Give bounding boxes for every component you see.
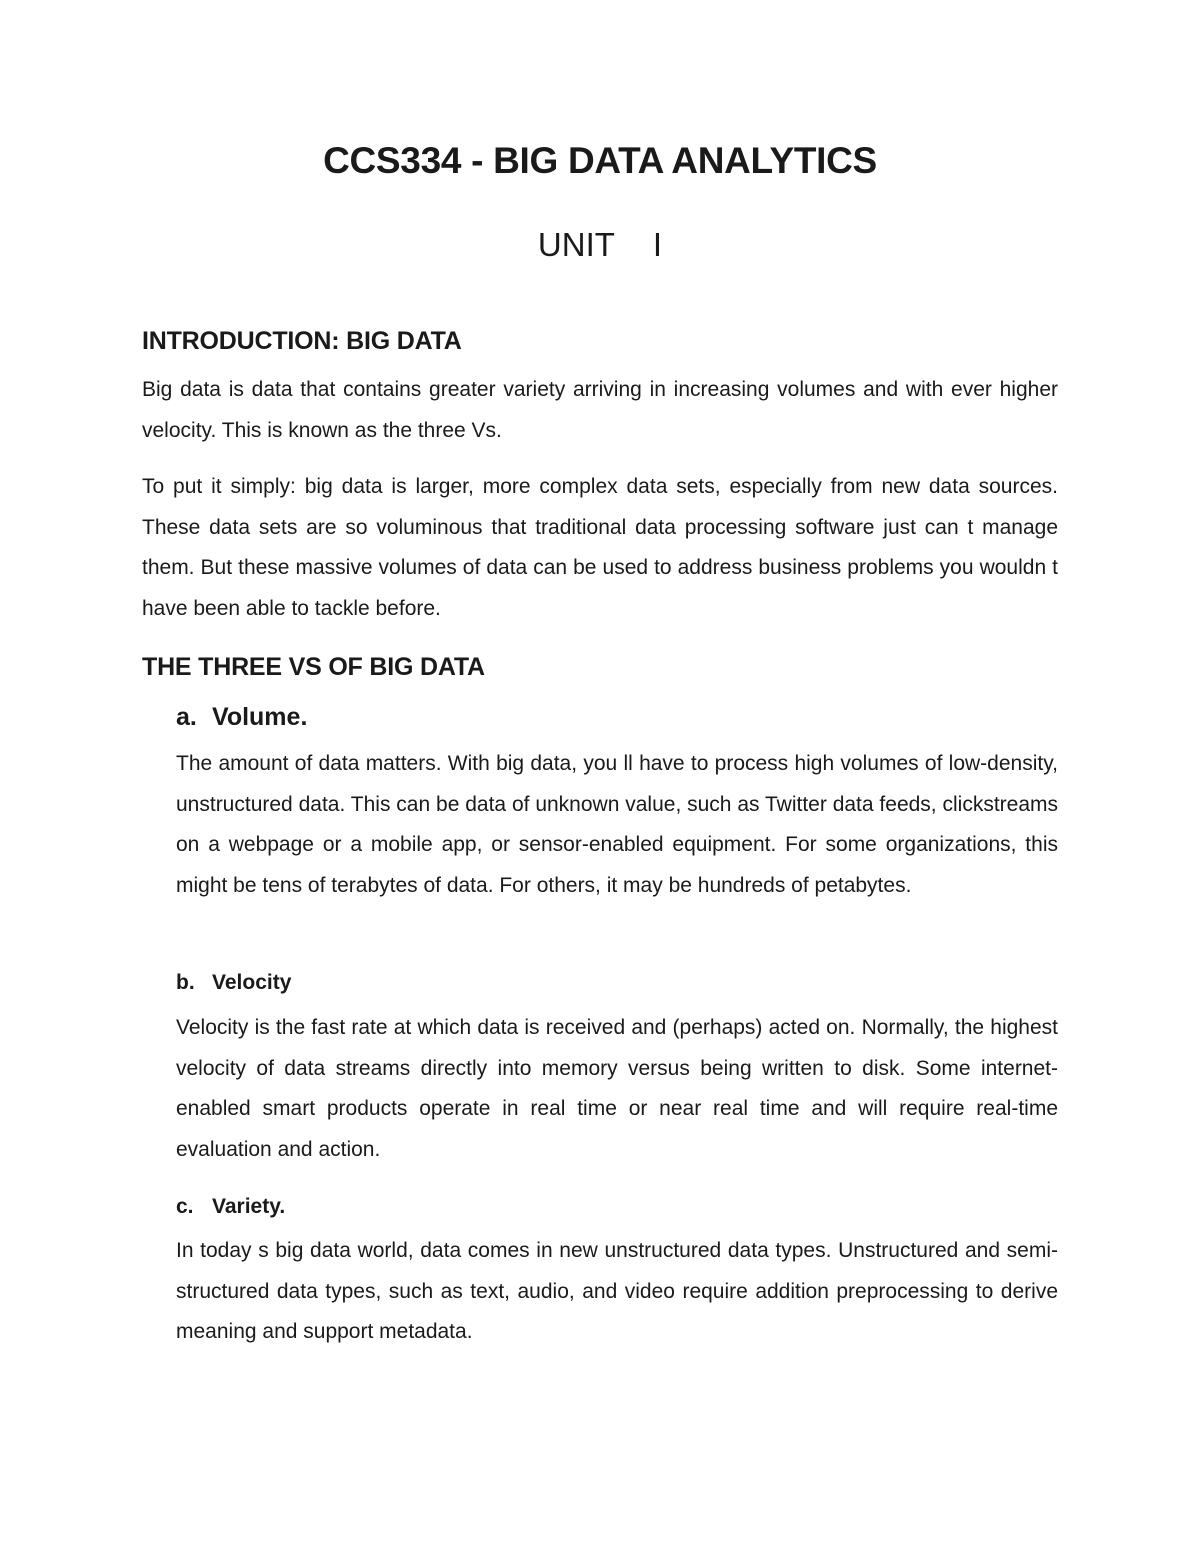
volume-paragraph: The amount of data matters. With big data, you ll have to process high volumes of low-density, unstructured data. This can be data of unknown value, such as Twitter data feeds, clickstreams on a webpage or a mobile app, or sensor-enabled equipment. For some organizations, this might be tens of terabytes of data. For others, it may be hundreds of petabytes. <box>176 752 1058 897</box>
velocity-paragraph: Velocity is the fast rate at which data is received and (perhaps) acted on. Normally, the highest velocity of data streams directly into memory versus being written to disk. Some internet-enabled smart products operate in real time or near real time and will require real-time evaluation and action. <box>176 1016 1058 1161</box>
unit-number: I <box>652 226 663 263</box>
unit-label: UNIT <box>537 226 615 263</box>
velocity-subheading <box>176 971 291 995</box>
volume-subheading <box>176 703 307 732</box>
document-title: CCS334 - BIG DATA ANALYTICS <box>323 140 877 181</box>
intro-heading: INTRODUCTION: BIG DATA <box>142 327 462 355</box>
variety-subheading <box>176 1195 285 1219</box>
velocity-label: Velocity <box>212 971 292 994</box>
variety-label: Variety. <box>212 1195 286 1218</box>
unit-heading <box>0 226 1200 264</box>
volume-marker: a. <box>176 703 197 731</box>
variety-marker: c. <box>176 1195 194 1218</box>
volume-label: Volume. <box>212 703 308 731</box>
three-vs-heading: THE THREE VS OF BIG DATA <box>142 653 485 681</box>
variety-paragraph: In today s big data world, data comes in new unstructured data types. Unstructured and semi-structured data types, such as text, audio, and video require addition preprocessing to derive meaning and support metadata. <box>176 1239 1058 1344</box>
intro-paragraph-2: To put it simply: big data is larger, more complex data sets, especially from new data sources. These data sets are so voluminous that traditional data processing software just can t manage them. But these massive volumes of data can be used to address business problems you wouldn t have been able to tackle before. <box>142 475 1058 620</box>
velocity-marker: b. <box>176 971 195 994</box>
intro-paragraph-1: Big data is data that contains greater variety arriving in increasing volumes and with ever higher velocity. This is known as the three Vs. <box>142 378 1058 442</box>
